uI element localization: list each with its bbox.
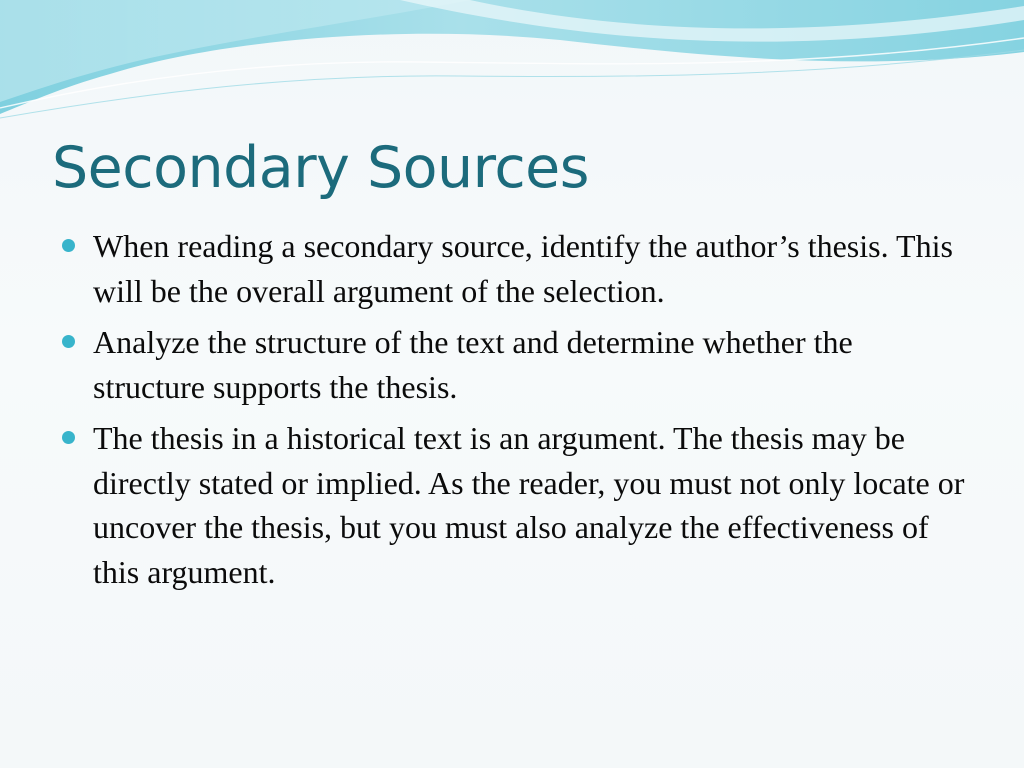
slide-title: Secondary Sources [52, 135, 589, 201]
bullet-text: The thesis in a historical text is an argument. The thesis may be directly stated or implied. As the reader, you must not only locate or uncover the thesis, but you must also analyze the effectiveness of this argument. [93, 420, 965, 590]
bullet-item [62, 224, 967, 313]
bullet-item [62, 320, 967, 409]
header-wave-decoration [0, 0, 1024, 130]
bullet-item [62, 416, 967, 594]
bullet-dot-icon [62, 431, 75, 444]
bullet-text: When reading a secondary source, identify the author’s thesis. This will be the overall argument of the selection. [93, 228, 953, 309]
bullet-text: Analyze the structure of the text and determine whether the structure supports the thesis. [93, 324, 853, 405]
bullet-list [62, 224, 967, 601]
bullet-dot-icon [62, 335, 75, 348]
bullet-dot-icon [62, 239, 75, 252]
